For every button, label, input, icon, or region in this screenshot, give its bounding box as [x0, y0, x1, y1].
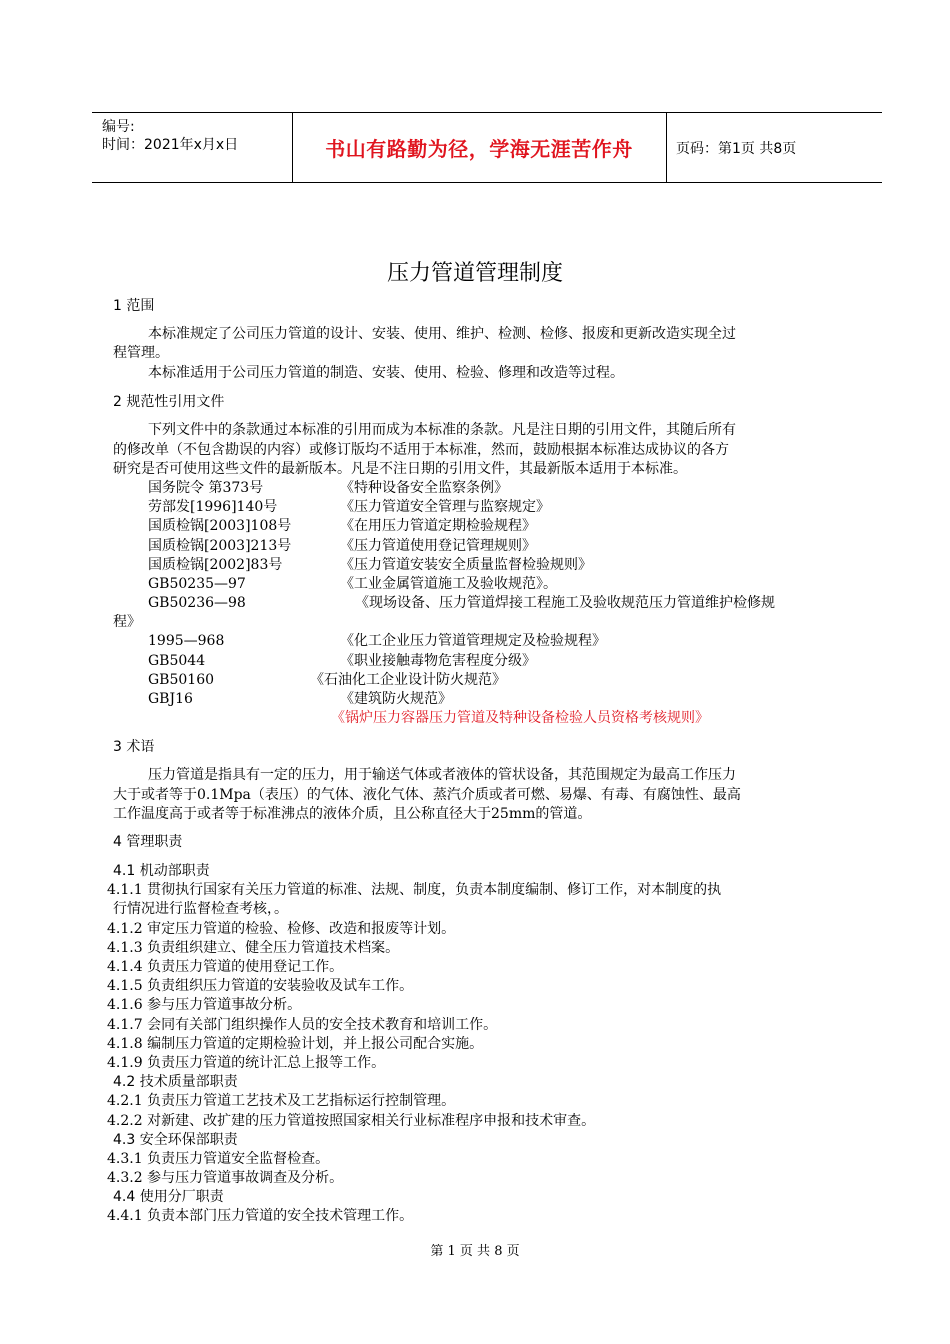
document-header-table [92, 112, 882, 183]
reference-title: 《现场设备、压力管道焊接工程施工及验收规范压力管道维护检修规 [355, 595, 775, 611]
page-footer: 第 1 页 共 8 页 [430, 1244, 520, 1259]
clause-line: 4.1.8 编制压力管道的定期检验计划，并上报公司配合实施。 [107, 1036, 484, 1052]
header-motto: 书山有路勤为径，学海无涯苦作舟 [325, 137, 633, 161]
subsection-heading: 4.4 使用分厂职责 [113, 1189, 224, 1205]
clause-line: 4.1.2 审定压力管道的检验、检修、改造和报废等计划。 [107, 921, 456, 937]
reference-title: 《工业金属管道施工及验收规范》。 [340, 576, 557, 592]
paragraph-line: 本标准规定了公司压力管道的设计、安装、使用、维护、检测、检修、报废和更新改造实现全过 [148, 326, 736, 342]
clause-line: 4.1.3 负责组织建立、健全压力管道技术档案。 [107, 940, 400, 956]
paragraph-line: 程管理。 [113, 345, 169, 361]
section-3-heading: 3 术语 [113, 739, 155, 755]
reference-title: 《化工企业压力管道管理规定及检验规程》 [340, 633, 606, 649]
paragraph-line: 压力管道是指具有一定的压力，用于输送气体或者液体的管状设备，其范围规定为最高工作压力 [148, 767, 736, 783]
reference-continuation: 程》 [113, 614, 141, 630]
clause-line: 4.1.9 负责压力管道的统计汇总上报等工作。 [107, 1055, 386, 1071]
clause-line: 4.2.1 负责压力管道工艺技术及工艺指标运行控制管理。 [107, 1093, 456, 1109]
reference-title: 《建筑防火规范》 [340, 691, 452, 707]
clause-line: 4.1.7 会同有关部门组织操作人员的安全技术教育和培训工作。 [107, 1017, 498, 1033]
reference-code: 劳部发[1996]140号 [148, 499, 278, 515]
paragraph-line: 下列文件中的条款通过本标准的引用而成为本标准的条款。凡是注日期的引用文件，其随后所有 [148, 422, 736, 438]
reference-code: GB50235—97 [148, 576, 246, 592]
clause-line: 4.1.1 贯彻执行国家有关压力管道的标准、法规、制度，负责本制度编制、修订工作，对本制度的执 [107, 882, 722, 898]
reference-title: 《特种设备安全监察条例》 [340, 480, 508, 496]
header-number-label: 编号: [102, 119, 135, 135]
clause-line: 4.2.2 对新建、改扩建的压力管道按照国家相关行业标准程序申报和技术审查。 [107, 1113, 596, 1129]
subsection-heading: 4.2 技术质量部职责 [113, 1074, 238, 1090]
reference-code: 国务院令 第373号 [148, 480, 264, 496]
reference-code: 国质检锅[2003]213号 [148, 538, 292, 554]
header-page-info: 页码：第1页 共8页 [676, 141, 797, 157]
reference-title: 《职业接触毒物危害程度分级》 [340, 653, 536, 669]
reference-title: 《压力管道使用登记管理规则》 [340, 538, 536, 554]
clause-line: 行情况进行监督检查考核，。 [113, 901, 288, 917]
reference-title-highlighted: 《锅炉压力容器压力管道及特种设备检验人员资格考核规则》 [331, 710, 709, 726]
section-4-heading: 4 管理职责 [113, 834, 183, 850]
reference-title: 《压力管道安全管理与监察规定》 [340, 499, 550, 515]
header-meta [102, 118, 238, 154]
paragraph-line: 大于或者等于0.1Mpa（表压）的气体、液化气体、蒸汽介质或者可燃、易爆、有毒、有腐蚀性、最高 [113, 787, 741, 803]
clause-line: 4.4.1 负责本部门压力管道的安全技术管理工作。 [107, 1208, 414, 1224]
reference-code: GBJ16 [148, 691, 193, 707]
document-title: 压力管道管理制度 [386, 261, 563, 286]
reference-code: 国质检锅[2002]83号 [148, 557, 283, 573]
reference-code: 1995—968 [148, 633, 225, 649]
reference-title: 《石油化工企业设计防火规范》 [310, 672, 506, 688]
paragraph-line: 本标准适用于公司压力管道的制造、安装、使用、检验、修理和改造等过程。 [148, 365, 624, 381]
reference-code: GB50160 [148, 672, 215, 688]
paragraph-line: 的修改单（不包含勘误的内容）或修订版均不适用于本标准，然而，鼓励根据本标准达成协议的各方 [113, 442, 729, 458]
reference-title: 《在用压力管道定期检验规程》 [340, 518, 536, 534]
paragraph-line: 研究是否可使用这些文件的最新版本。凡是不注日期的引用文件，其最新版本适用于本标准。 [113, 461, 687, 477]
subsection-heading: 4.1 机动部职责 [113, 863, 210, 879]
clause-line: 4.3.1 负责压力管道安全监督检查。 [107, 1151, 330, 1167]
reference-code: GB50236—98 [148, 595, 246, 611]
clause-line: 4.1.4 负责压力管道的使用登记工作。 [107, 959, 344, 975]
header-time-label: 时间：2021年x月x日 [102, 137, 239, 153]
reference-title: 《压力管道安装安全质量监督检验规则》 [340, 557, 592, 573]
section-2-heading: 2 规范性引用文件 [113, 394, 225, 410]
subsection-heading: 4.3 安全环保部职责 [113, 1132, 238, 1148]
reference-code: 国质检锅[2003]108号 [148, 518, 292, 534]
clause-line: 4.1.5 负责组织压力管道的安装验收及试车工作。 [107, 978, 414, 994]
clause-line: 4.3.2 参与压力管道事故调查及分析。 [107, 1170, 344, 1186]
section-1-heading: 1 范围 [113, 298, 155, 314]
header-divider [666, 113, 667, 182]
paragraph-line: 工作温度高于或者等于标准沸点的液体介质，且公称直径大于25mm的管道。 [113, 806, 592, 822]
clause-line: 4.1.6 参与压力管道事故分析。 [107, 997, 302, 1013]
reference-code: GB5044 [148, 653, 206, 669]
